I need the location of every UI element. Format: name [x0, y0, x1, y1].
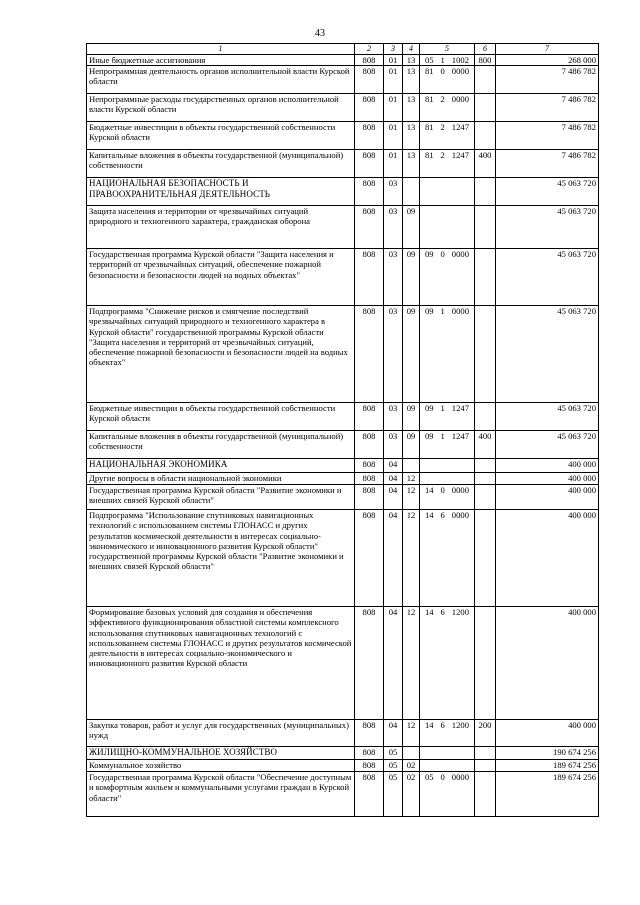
row-csr	[420, 759, 475, 771]
csr-part: 0	[440, 484, 445, 495]
row-gr: 808	[355, 430, 384, 458]
csr-code	[422, 150, 472, 160]
row-sum: 45 063 720	[496, 205, 599, 248]
row-name: Защита населения и территории от чрезвычайных ситуаций природного и техногенного характера, гражданская оборона	[87, 205, 355, 248]
table-row	[87, 121, 599, 149]
row-csr	[420, 54, 475, 65]
row-rz: 05	[384, 771, 403, 816]
column-number: 6	[475, 44, 496, 55]
row-pr: 09	[403, 205, 420, 248]
row-rz: 03	[384, 248, 403, 305]
row-sum: 7 486 782	[496, 149, 599, 177]
row-sum: 7 486 782	[496, 65, 599, 93]
csr-part: 1200	[451, 606, 469, 617]
row-vr	[475, 746, 496, 759]
row-csr	[420, 93, 475, 121]
csr-part: 1	[440, 305, 445, 316]
row-gr: 808	[355, 305, 384, 402]
row-csr	[420, 719, 475, 746]
row-sum: 7 486 782	[496, 93, 599, 121]
csr-part: 1247	[451, 121, 469, 132]
row-gr: 808	[355, 205, 384, 248]
csr-code	[422, 249, 472, 259]
csr-part: 1200	[451, 719, 469, 730]
csr-code	[422, 306, 472, 316]
csr-code	[422, 94, 472, 104]
row-pr: 13	[403, 121, 420, 149]
row-vr: 400	[475, 149, 496, 177]
csr-part: 2	[440, 121, 445, 132]
row-vr	[475, 305, 496, 402]
row-gr: 808	[355, 719, 384, 746]
row-vr	[475, 177, 496, 205]
column-number: 7	[496, 44, 599, 55]
row-gr: 808	[355, 759, 384, 771]
csr-part: 81	[425, 65, 434, 76]
row-name: Иные бюджетные ассигнования	[87, 54, 355, 65]
row-sum: 189 674 256	[496, 771, 599, 816]
row-name: Государственная программа Курской области "Развитие экономики и внешних связей Курской области"	[87, 484, 355, 509]
row-sum: 45 063 720	[496, 430, 599, 458]
row-csr	[420, 484, 475, 509]
row-name: НАЦИОНАЛЬНАЯ ЭКОНОМИКА	[87, 458, 355, 472]
row-sum: 400 000	[496, 484, 599, 509]
row-rz: 05	[384, 746, 403, 759]
row-vr	[475, 472, 496, 484]
row-vr	[475, 458, 496, 472]
row-csr	[420, 149, 475, 177]
row-vr: 800	[475, 54, 496, 65]
row-vr	[475, 484, 496, 509]
row-name: НАЦИОНАЛЬНАЯ БЕЗОПАСНОСТЬ И ПРАВООХРАНИТЕЛЬНАЯ ДЕЯТЕЛЬНОСТЬ	[87, 177, 355, 205]
row-csr	[420, 746, 475, 759]
table-row	[87, 65, 599, 93]
csr-part: 1247	[451, 149, 469, 160]
row-name: Коммунальное хозяйство	[87, 759, 355, 771]
csr-part: 6	[440, 719, 445, 730]
table-row	[87, 719, 599, 746]
table-row	[87, 177, 599, 205]
row-gr: 808	[355, 248, 384, 305]
csr-code	[422, 510, 472, 520]
row-vr	[475, 121, 496, 149]
row-pr: 09	[403, 430, 420, 458]
csr-part: 1247	[451, 430, 469, 441]
row-pr: 12	[403, 509, 420, 606]
row-name: Государственная программа Курской области "Защита населения и территорий от чрезвычайных ситуаций, обеспечение пожарной безопасности и безопасности людей на водных объектах"	[87, 248, 355, 305]
csr-part: 0000	[451, 65, 469, 76]
table-row	[87, 149, 599, 177]
row-rz: 04	[384, 719, 403, 746]
row-rz: 01	[384, 93, 403, 121]
row-gr: 808	[355, 149, 384, 177]
row-sum: 400 000	[496, 606, 599, 719]
row-name: ЖИЛИЩНО-КОММУНАЛЬНОЕ ХОЗЯЙСТВО	[87, 746, 355, 759]
row-sum: 268 000	[496, 54, 599, 65]
row-sum: 45 063 720	[496, 248, 599, 305]
column-number: 1	[87, 44, 355, 55]
budget-table	[86, 43, 599, 817]
csr-part: 09	[425, 305, 434, 316]
row-csr	[420, 458, 475, 472]
row-rz: 04	[384, 472, 403, 484]
csr-part: 81	[425, 149, 434, 160]
csr-part: 1247	[451, 402, 469, 413]
row-vr: 400	[475, 430, 496, 458]
table-row	[87, 205, 599, 248]
row-name: Бюджетные инвестиции в объекты государственной собственности Курской области	[87, 402, 355, 430]
row-pr: 13	[403, 54, 420, 65]
csr-code	[422, 607, 472, 617]
row-name: Капитальные вложения в объекты государственной (муниципальной) собственности	[87, 149, 355, 177]
csr-part: 14	[425, 484, 434, 495]
csr-part: 0	[440, 248, 445, 259]
column-number: 4	[403, 44, 420, 55]
row-pr: 12	[403, 484, 420, 509]
csr-part: 1	[440, 402, 445, 413]
row-rz: 04	[384, 509, 403, 606]
row-gr: 808	[355, 54, 384, 65]
row-rz: 04	[384, 606, 403, 719]
table-row	[87, 606, 599, 719]
table-row	[87, 458, 599, 472]
row-csr	[420, 205, 475, 248]
table-row	[87, 430, 599, 458]
csr-part: 0000	[451, 305, 469, 316]
csr-part: 0	[440, 65, 445, 76]
csr-part: 0000	[451, 771, 469, 782]
row-vr	[475, 509, 496, 606]
row-gr: 808	[355, 472, 384, 484]
row-rz: 03	[384, 205, 403, 248]
csr-part: 0	[440, 771, 445, 782]
row-csr	[420, 771, 475, 816]
row-name: Подпрограмма "Использование спутниковых навигационных технологий с использованием системы ГЛОНАСС и других результатов космической деятельности в интересах социально-экономического и инновационного развития Курской области" государственной программы Курской области "Развитие экономики и внешних связей Курской области"	[87, 509, 355, 606]
table-row	[87, 54, 599, 65]
row-name: Капитальные вложения в объекты государственной (муниципальной) собственности	[87, 430, 355, 458]
row-pr: 02	[403, 771, 420, 816]
csr-part: 1002	[451, 54, 469, 65]
row-rz: 03	[384, 177, 403, 205]
row-rz: 03	[384, 430, 403, 458]
row-name: Формирование базовых условий для создания и обеспечения эффективного функционирования областной системы комплексного использования спутниковых навигационных технологий с использованием системы ГЛОНАСС и других результатов космической деятельности в интересах социально-экономического и инновационного развития Курской области	[87, 606, 355, 719]
row-rz: 05	[384, 759, 403, 771]
row-rz: 01	[384, 149, 403, 177]
row-sum: 45 063 720	[496, 305, 599, 402]
column-number: 2	[355, 44, 384, 55]
row-pr: 09	[403, 248, 420, 305]
row-pr	[403, 177, 420, 205]
row-pr: 02	[403, 759, 420, 771]
row-csr	[420, 121, 475, 149]
table-row	[87, 93, 599, 121]
row-sum: 7 486 782	[496, 121, 599, 149]
csr-code	[422, 122, 472, 132]
csr-part: 6	[440, 606, 445, 617]
csr-part: 09	[425, 430, 434, 441]
row-sum: 45 063 720	[496, 177, 599, 205]
row-pr	[403, 746, 420, 759]
row-name: Другие вопросы в области национальной экономики	[87, 472, 355, 484]
row-gr: 808	[355, 65, 384, 93]
row-name: Непрограммная деятельность органов исполнительной власти Курской области	[87, 65, 355, 93]
row-gr: 808	[355, 177, 384, 205]
row-sum: 190 674 256	[496, 746, 599, 759]
row-csr	[420, 430, 475, 458]
table-row	[87, 509, 599, 606]
row-csr	[420, 472, 475, 484]
csr-code	[422, 403, 472, 413]
csr-code	[422, 66, 472, 76]
row-name: Бюджетные инвестиции в объекты государственной собственности Курской области	[87, 121, 355, 149]
row-vr	[475, 402, 496, 430]
row-pr: 12	[403, 719, 420, 746]
row-vr	[475, 93, 496, 121]
row-gr: 808	[355, 458, 384, 472]
row-sum: 45 063 720	[496, 402, 599, 430]
csr-part: 6	[440, 509, 445, 520]
table-row	[87, 402, 599, 430]
row-rz: 01	[384, 54, 403, 65]
csr-code	[422, 55, 472, 65]
csr-part: 05	[425, 771, 434, 782]
row-vr	[475, 771, 496, 816]
csr-part: 14	[425, 719, 434, 730]
row-gr: 808	[355, 509, 384, 606]
csr-part: 81	[425, 93, 434, 104]
row-vr	[475, 205, 496, 248]
table-body	[87, 54, 599, 816]
table-row	[87, 472, 599, 484]
row-gr: 808	[355, 746, 384, 759]
row-vr	[475, 606, 496, 719]
row-rz: 04	[384, 484, 403, 509]
csr-part: 2	[440, 93, 445, 104]
row-pr	[403, 458, 420, 472]
csr-code	[422, 720, 472, 730]
csr-code	[422, 485, 472, 495]
row-vr	[475, 248, 496, 305]
row-sum: 189 674 256	[496, 759, 599, 771]
row-pr: 09	[403, 402, 420, 430]
csr-code	[422, 431, 472, 441]
table-row	[87, 759, 599, 771]
row-gr: 808	[355, 484, 384, 509]
column-number: 5	[420, 44, 475, 55]
row-sum: 400 000	[496, 509, 599, 606]
row-pr: 12	[403, 606, 420, 719]
row-gr: 808	[355, 402, 384, 430]
row-pr: 13	[403, 93, 420, 121]
table-row	[87, 771, 599, 816]
row-vr	[475, 759, 496, 771]
row-sum: 400 000	[496, 472, 599, 484]
csr-part: 14	[425, 606, 434, 617]
row-csr	[420, 177, 475, 205]
row-name: Государственная программа Курской области "Обеспечение доступным и комфортным жильем и коммунальными услугами граждан в Курской области"	[87, 771, 355, 816]
table-row	[87, 484, 599, 509]
row-csr	[420, 305, 475, 402]
csr-part: 1	[440, 430, 445, 441]
csr-part: 14	[425, 509, 434, 520]
row-name: Подпрограмма "Снижение рисков и смягчение последствий чрезвычайных ситуаций природного и техногенного характера в Курской области" государственной программы Курской области "Защита населения и территорий от чрезвычайных ситуаций, обеспечение пожарной безопасности и безопасности людей на водных объектах"	[87, 305, 355, 402]
csr-part: 09	[425, 248, 434, 259]
column-number: 3	[384, 44, 403, 55]
csr-part: 05	[425, 54, 434, 65]
row-rz: 01	[384, 121, 403, 149]
row-vr	[475, 65, 496, 93]
row-csr	[420, 65, 475, 93]
csr-part: 1	[440, 54, 445, 65]
csr-code	[422, 772, 472, 782]
row-name: Закупка товаров, работ и услуг для государственных (муниципальных) нужд	[87, 719, 355, 746]
row-gr: 808	[355, 121, 384, 149]
row-pr: 09	[403, 305, 420, 402]
row-gr: 808	[355, 606, 384, 719]
csr-part: 2	[440, 149, 445, 160]
row-sum: 400 000	[496, 458, 599, 472]
row-csr	[420, 248, 475, 305]
csr-part: 81	[425, 121, 434, 132]
page-number: 43	[315, 28, 325, 39]
csr-part: 0000	[451, 93, 469, 104]
row-pr: 12	[403, 472, 420, 484]
row-pr: 13	[403, 149, 420, 177]
row-name: Непрограммные расходы государственных органов исполнительной власти Курской области	[87, 93, 355, 121]
row-gr: 808	[355, 771, 384, 816]
row-rz: 01	[384, 65, 403, 93]
table-row	[87, 746, 599, 759]
csr-part: 0000	[451, 509, 469, 520]
row-vr: 200	[475, 719, 496, 746]
csr-part: 09	[425, 402, 434, 413]
row-csr	[420, 402, 475, 430]
column-number-row	[87, 44, 599, 55]
row-rz: 03	[384, 402, 403, 430]
csr-part: 0000	[451, 248, 469, 259]
table-row	[87, 248, 599, 305]
row-csr	[420, 509, 475, 606]
row-gr: 808	[355, 93, 384, 121]
row-csr	[420, 606, 475, 719]
row-rz: 04	[384, 458, 403, 472]
csr-part: 0000	[451, 484, 469, 495]
table-row	[87, 305, 599, 402]
row-rz: 03	[384, 305, 403, 402]
row-sum: 400 000	[496, 719, 599, 746]
row-pr: 13	[403, 65, 420, 93]
